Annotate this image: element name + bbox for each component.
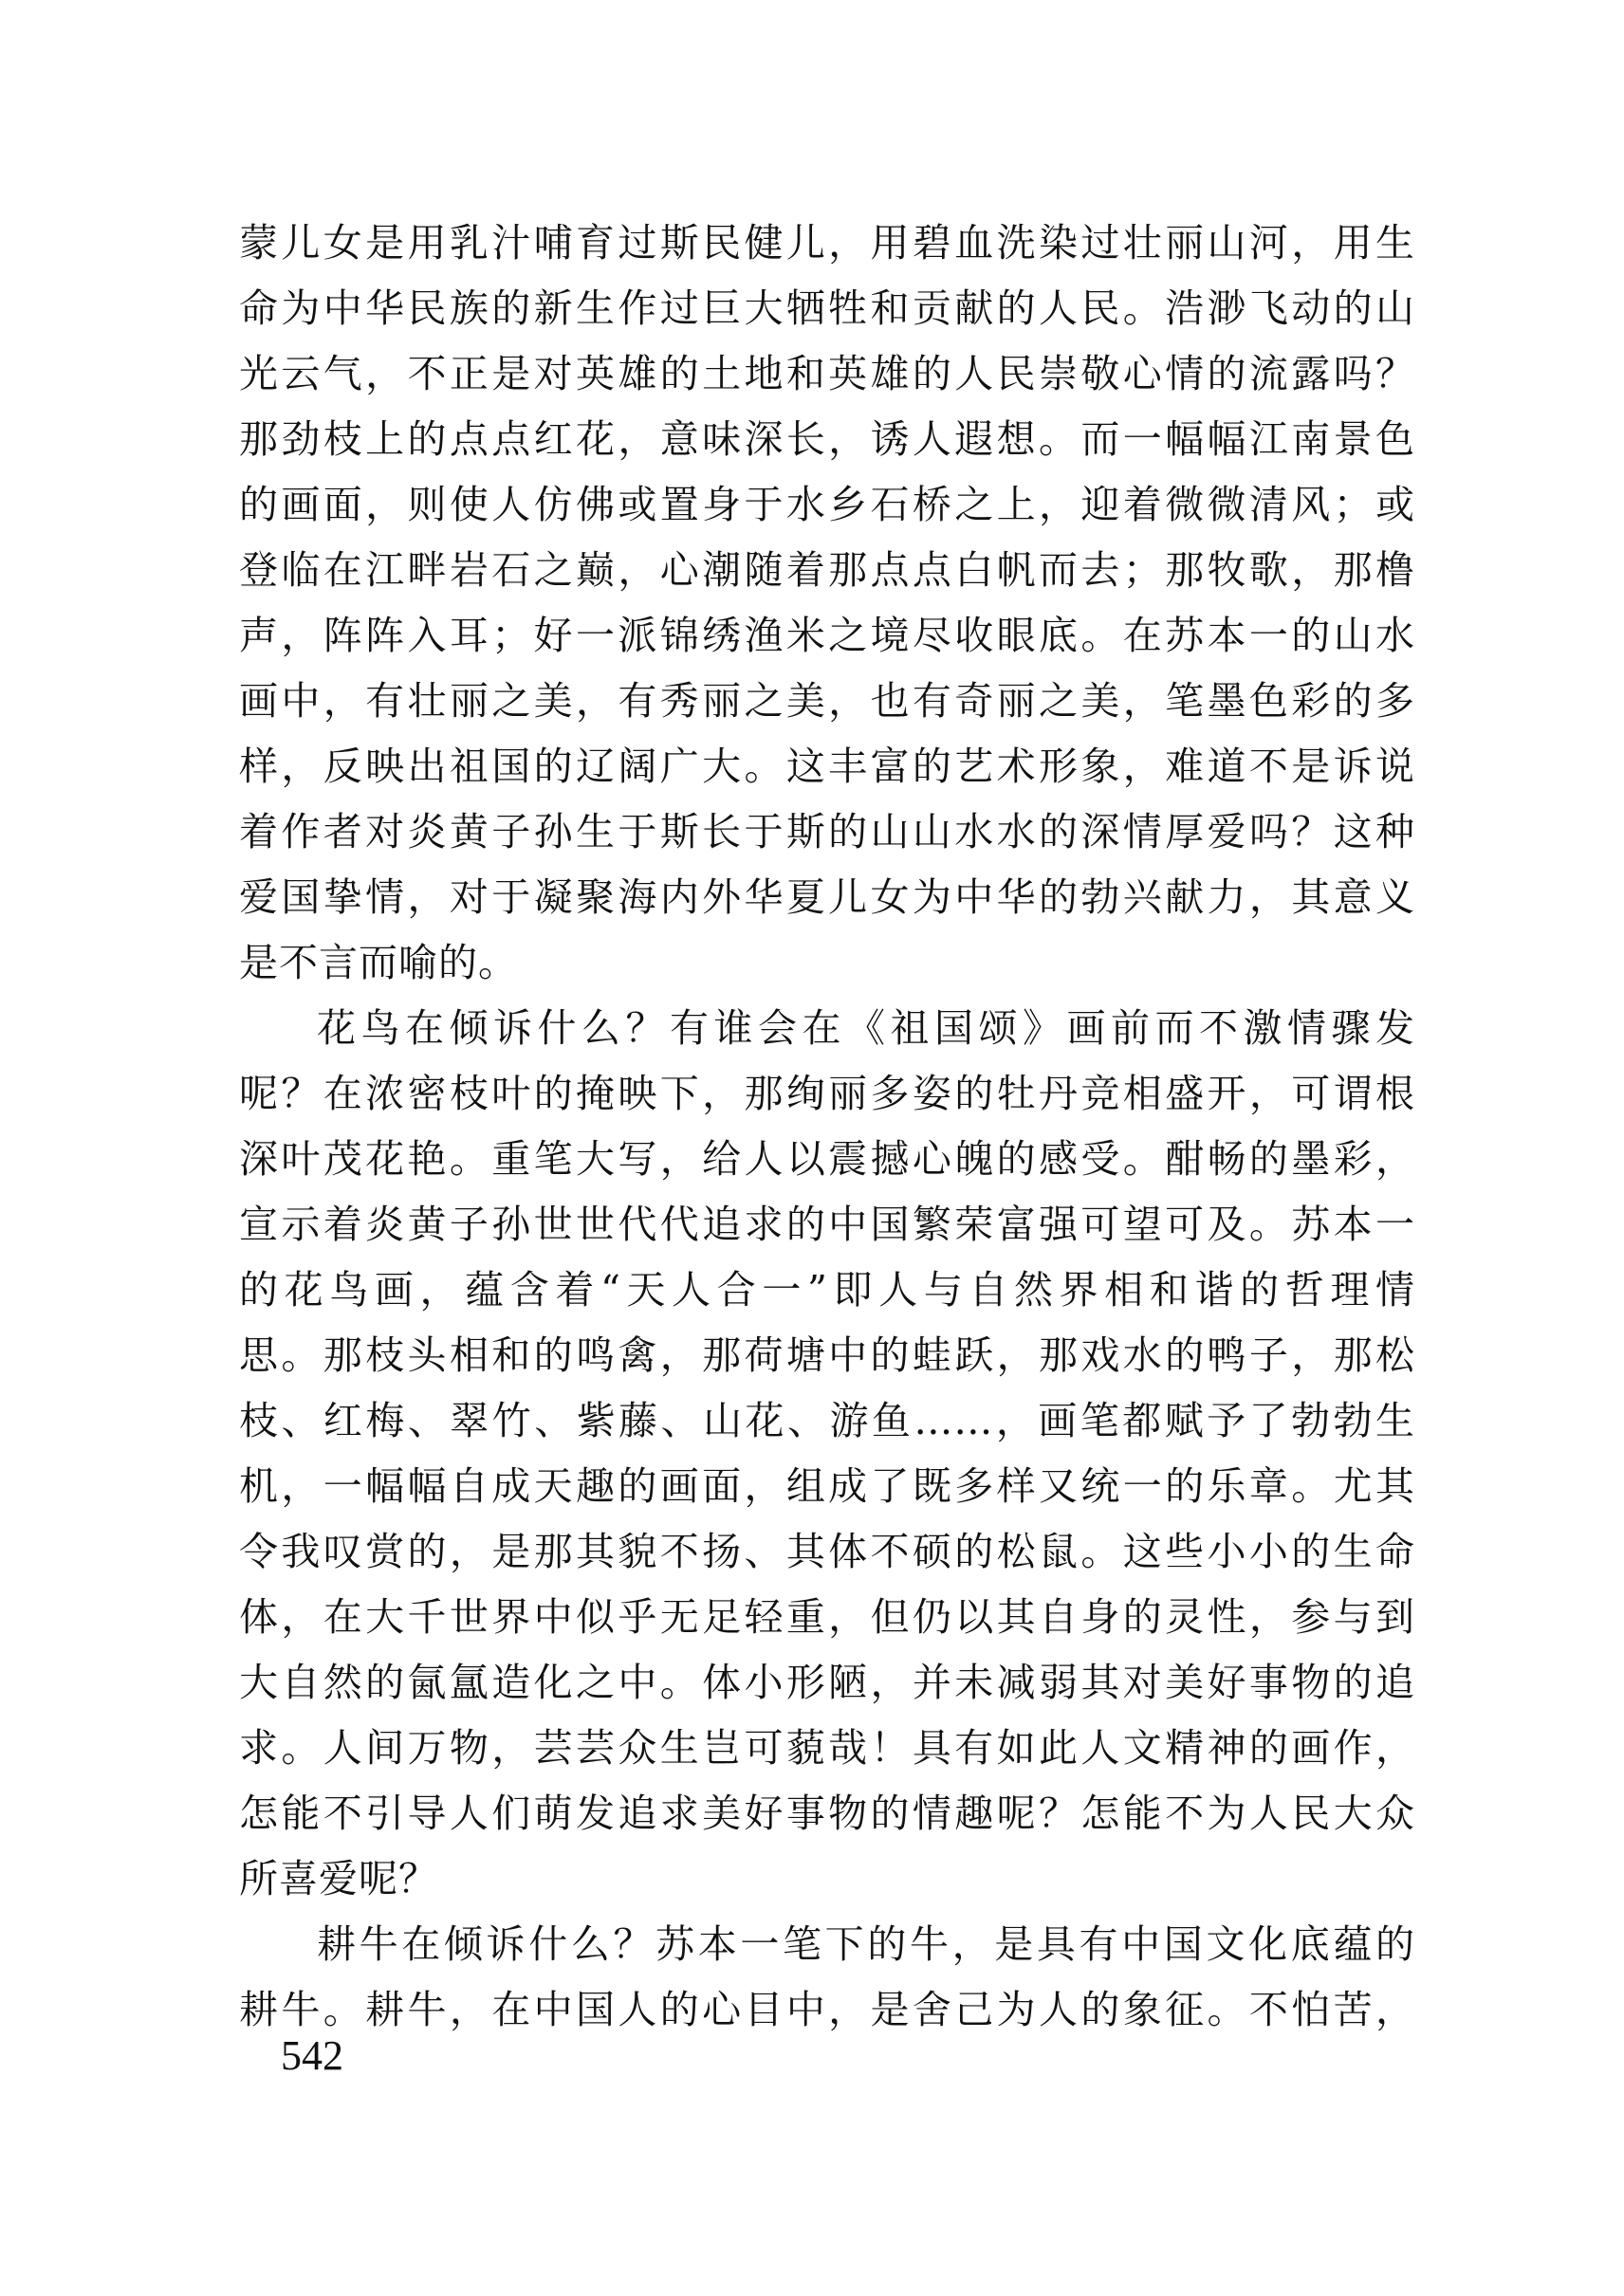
text-line: 着作者对炎黄子孙生于斯长于斯的山山水水的深情厚爱吗？这种: [239, 809, 1415, 854]
text-line: 所喜爱呢？: [239, 1856, 438, 1901]
text-line: 登临在江畔岩石之巅，心潮随着那点点白帆而去；那牧歌，那橹: [239, 547, 1415, 593]
text-line: 深叶茂花艳。重笔大写，给人以震撼心魄的感受。酣畅的墨彩，: [239, 1136, 1415, 1182]
body-text: [239, 211, 1415, 2043]
text-line: 那劲枝上的点点红花，意味深长，诱人遐想。而一幅幅江南景色: [239, 416, 1415, 462]
text-line: 蒙儿女是用乳汁哺育过斯民健儿，用碧血洗染过壮丽山河，用生: [239, 220, 1415, 266]
page-number: 542: [281, 2032, 343, 2079]
text-line: 声，阵阵入耳；好一派锦绣渔米之境尽收眼底。在苏本一的山水: [239, 613, 1415, 658]
text-line: 画中，有壮丽之美，有秀丽之美，也有奇丽之美，笔墨色彩的多: [239, 678, 1415, 724]
text-line: 命为中华民族的新生作过巨大牺牲和贡献的人民。浩渺飞动的山: [239, 285, 1415, 331]
text-line: 枝、红梅、翠竹、紫藤、山花、游鱼……，画笔都赋予了勃勃生: [239, 1398, 1415, 1443]
text-line: 耕牛。耕牛，在中国人的心目中，是舍己为人的象征。不怕苦，: [239, 1987, 1415, 2032]
text-line: 大自然的氤氲造化之中。体小形陋，并未减弱其对美好事物的追: [239, 1660, 1415, 1705]
text-line: 的画面，则使人仿佛或置身于水乡石桥之上，迎着微微清风；或: [239, 482, 1415, 527]
text-line: 思。那枝头相和的鸣禽，那荷塘中的蛙跃，那戏水的鸭子，那松: [239, 1332, 1415, 1378]
text-line: 呢？在浓密枝叶的掩映下，那绚丽多姿的牡丹竞相盛开，可谓根: [239, 1071, 1415, 1116]
text-line: 机，一幅幅自成天趣的画面，组成了既多样又统一的乐章。尤其: [239, 1463, 1415, 1509]
text-line: 令我叹赏的，是那其貌不扬、其体不硕的松鼠。这些小小的生命: [239, 1529, 1415, 1574]
text-line: 爱国挚情，对于凝聚海内外华夏儿女为中华的勃兴献力，其意义: [239, 874, 1415, 920]
text-line: 样，反映出祖国的辽阔广大。这丰富的艺术形象，难道不是诉说: [239, 744, 1415, 789]
text-line: 宣示着炎黄子孙世世代代追求的中国繁荣富强可望可及。苏本一: [239, 1202, 1415, 1247]
text-line: 耕牛在倾诉什么？苏本一笔下的牛，是具有中国文化底蕴的: [317, 1921, 1415, 1967]
text-line: 花鸟在倾诉什么？有谁会在《祖国颂》画前而不激情骤发: [317, 1005, 1415, 1051]
text-line: 的花鸟画，蕴含着“天人合一”即人与自然界相和谐的哲理情: [239, 1267, 1415, 1313]
text-line: 怎能不引导人们萌发追求美好事物的情趣呢？怎能不为人民大众: [239, 1791, 1415, 1836]
text-line: 求。人间万物，芸芸众生岂可藐哉！具有如此人文精神的画作，: [239, 1725, 1415, 1771]
text-line: 体，在大千世界中似乎无足轻重，但仍以其自身的灵性，参与到: [239, 1594, 1415, 1640]
text-line: 是不言而喻的。: [239, 940, 518, 985]
text-line: 光云气，不正是对英雄的土地和英雄的人民崇敬心情的流露吗？: [239, 351, 1415, 396]
